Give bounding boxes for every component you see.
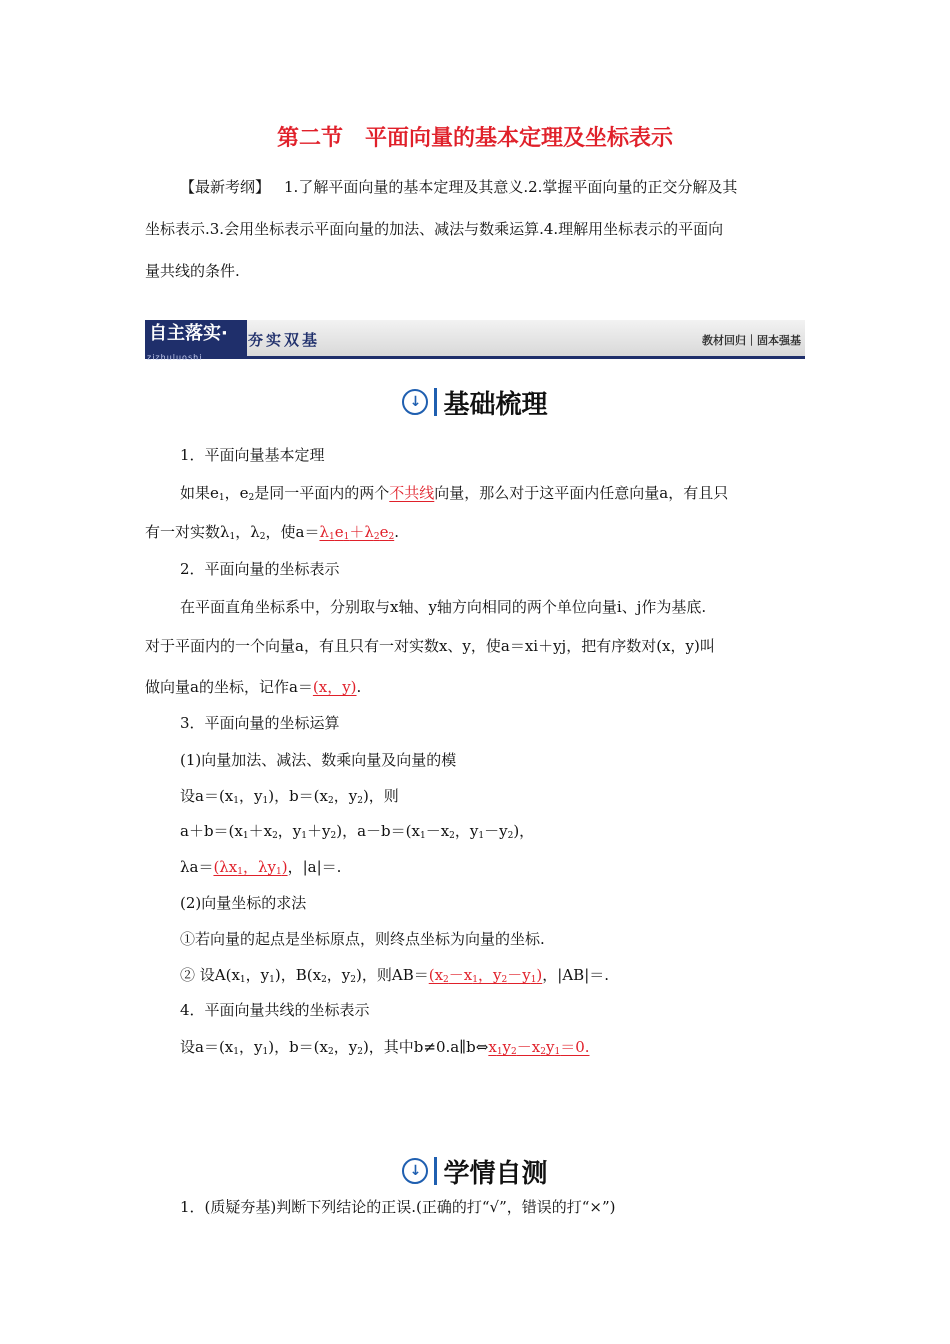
item-heading-4: 4．平面向量共线的坐标表示 [180, 1001, 370, 1019]
banner-tag: 教材回归｜固本强基 [702, 334, 801, 347]
syllabus-line-2: 坐标表示.3.会用坐标表示平面向量的加法、减法与数乘运算.4.理解用坐标表示的平面向 [145, 220, 724, 238]
syllabus-label: 【最新考纲】 [180, 178, 271, 196]
subheading-3-1: (1)向量加法、减法、数乘向量及向量的模 [180, 751, 457, 769]
paragraph-1a: 如果$e_1$，$e_2$是同一平面内的两个不共线向量，那么对于这平面内任意向量a，有且只 [180, 484, 729, 503]
paragraph-2b: 对于平面内的一个向量a，有且只有一对实数x、y，使a＝xi＋yj，把有序数对(x，y)叫 [145, 637, 715, 655]
section-heading-basics: ↓ 基础梳理 [0, 383, 950, 421]
page-title: 第二节 平面向量的基本定理及坐标表示 [276, 126, 673, 151]
section-banner [145, 320, 805, 362]
syllabus-line-1: 【最新考纲】 1.了解平面向量的基本定理及其意义.2.掌握平面向量的正交分解及其 [180, 178, 738, 196]
down-arrow-circle-icon: ↓ [402, 1158, 428, 1184]
answer-coordinate: (x，y) [312, 678, 357, 696]
rule-two-points: ② 设$A(x_1$，$y_1$)，$B(x_2$，$y_2$)，则$AB=(x_2-x_1$，$y_2-y_1$)，|AB|＝. [180, 966, 610, 985]
formula-define-ab: 设$a=(x_1$，$y_1$)，$b=(x_2$，$y_2$)，则 [180, 787, 399, 806]
banner-subtitle: 夯实双基 [248, 331, 321, 349]
item-heading-3: 3．平面向量的坐标运算 [180, 714, 340, 732]
heading-divider [434, 1157, 437, 1185]
paragraph-1b: 有一对实数$\lambda_1$，$\lambda_2$，使$a=\lambda_1e_1+\lambda_2e_2$. [145, 523, 399, 542]
banner-pinyin: zizhuluoshi [147, 353, 203, 362]
item-heading-1: 1．平面向量基本定理 [180, 446, 325, 464]
answer-scalar-multiple: ($\lambda x_1$，$\lambda y_1$) [213, 858, 288, 877]
section-heading-self-test: ↓ 学情自测 [0, 1152, 950, 1190]
item-heading-2: 2．平面向量的坐标表示 [180, 560, 340, 578]
banner-title: 自主落实· zizhuluoshi [145, 320, 247, 356]
answer-collinear-condition: $x_1y_2-x_2y_1=0$. [488, 1038, 590, 1057]
answer-noncollinear: 不共线 [389, 484, 435, 502]
formula-collinear: 设$a=(x_1$，$y_1$)，$b=(x_2$，$y_2$)，其中$b\ne 0.a\parallel b\Leftrightarrow x_1y_2-x_2y_1=0$. [180, 1038, 590, 1057]
paragraph-2a: 在平面直角坐标系中，分别取与x轴、y轴方向相同的两个单位向量i、j作为基底. [180, 598, 707, 616]
answer-vector-ab: ($x_2-x_1$，$y_2-y_1$) [428, 966, 543, 985]
syllabus-line-3: 量共线的条件. [145, 262, 240, 280]
down-arrow-circle-icon: ↓ [402, 389, 428, 415]
question-1: 1．(质疑夯基)判断下列结论的正误.(正确的打“√”，错误的打“×”) [180, 1198, 616, 1216]
formula-scalar: $\lambda a=(\lambda x_1$，$\lambda y_1$)，|a|＝. [180, 858, 342, 877]
paragraph-2c: 做向量a的坐标，记作a＝(x，y). [145, 678, 362, 696]
answer-decomposition: $\lambda_1e_1+\lambda_2e_2$ [319, 523, 395, 542]
formula-sum-diff: $a+b=(x_1+x_2$，$y_1+y_2$)，$a-b=(x_1-x_2$，$y_1-y_2$)， [180, 822, 535, 841]
rule-origin: ①若向量的起点是坐标原点，则终点坐标为向量的坐标. [180, 930, 545, 948]
heading-divider [434, 388, 437, 416]
subheading-3-2: (2)向量坐标的求法 [180, 894, 307, 912]
